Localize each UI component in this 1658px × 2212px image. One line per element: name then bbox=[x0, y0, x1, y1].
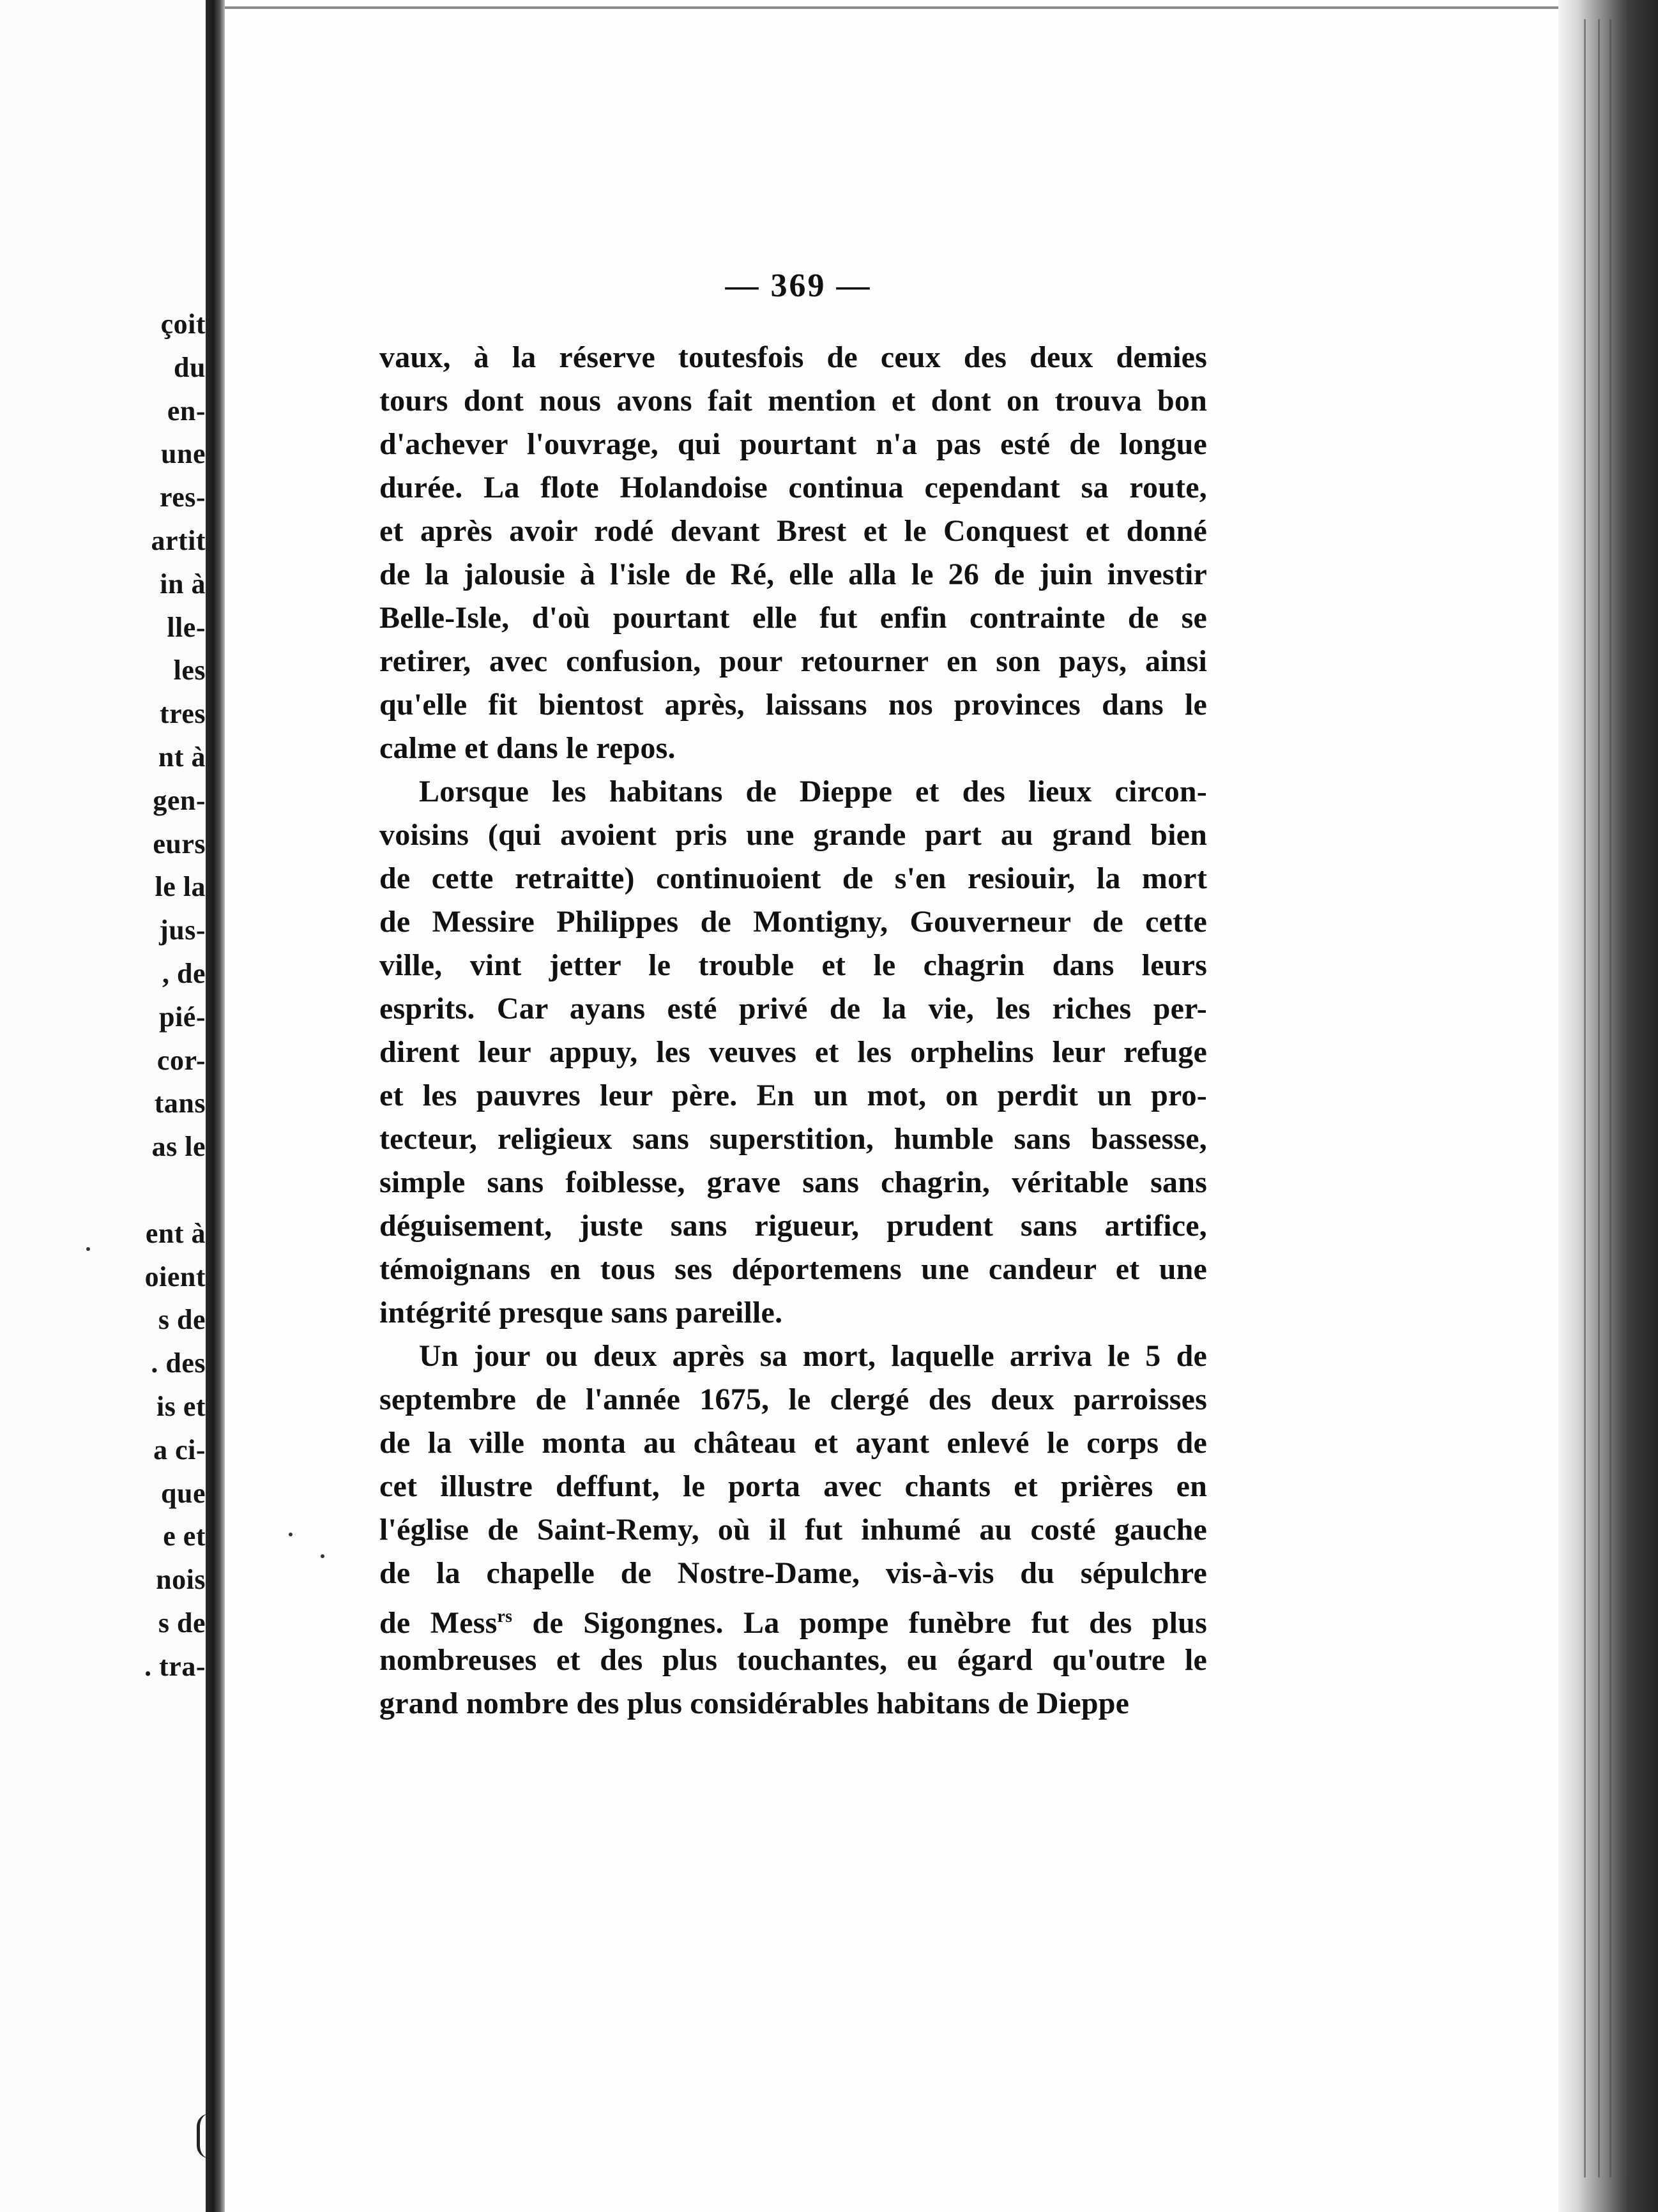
left-page-text-fragment: jus- bbox=[159, 914, 206, 946]
left-page-text-fragment: oient bbox=[144, 1261, 206, 1292]
left-page-text-fragment: nt à bbox=[158, 741, 206, 773]
ink-speck bbox=[86, 1247, 90, 1251]
page-edge-shadow bbox=[1558, 0, 1658, 2212]
left-page-text-fragment: s de bbox=[158, 1304, 206, 1336]
left-page-text-fragment: is et bbox=[156, 1391, 206, 1422]
text-line: de cette retraitte) continuoient de s'en resiouir, la mort bbox=[379, 861, 1207, 895]
text-line: de la jalousie à l'isle de Ré, elle alla le 26 de juin investir bbox=[379, 557, 1207, 591]
left-page-text-fragment: e et bbox=[163, 1520, 206, 1552]
text-line: témoignans en tous ses déportemens une candeur et une bbox=[379, 1252, 1207, 1286]
left-page-text-fragment: pié- bbox=[159, 1001, 206, 1033]
text-line: et les pauvres leur père. En un mot, on perdit un pro- bbox=[379, 1079, 1207, 1112]
text-line: cet illustre deffunt, le porta avec chants et prières en bbox=[379, 1469, 1207, 1503]
left-page-text-fragment: çoit bbox=[160, 308, 206, 340]
left-page-text-fragment: ent à bbox=[145, 1217, 206, 1249]
text-line: déguisement, juste sans rigueur, prudent sans artifice, bbox=[379, 1209, 1207, 1243]
left-page-text-fragment: du bbox=[174, 351, 206, 383]
text-line: de la chapelle de Nostre-Dame, vis-à-vis du sépulchre bbox=[379, 1556, 1207, 1590]
left-page-text-fragment: nois bbox=[156, 1564, 206, 1596]
text-line: calme et dans le repos. bbox=[379, 731, 676, 765]
text-line: voisins (qui avoient pris une grande part au grand bien bbox=[379, 818, 1207, 852]
left-page-text-fragment: les bbox=[173, 655, 206, 686]
ink-speck bbox=[321, 1554, 324, 1558]
body-text bbox=[379, 336, 1207, 1725]
left-page-text-fragment: en- bbox=[167, 395, 206, 427]
text-line: de la ville monta au château et ayant enlevé le corps de bbox=[379, 1426, 1207, 1460]
text-line: d'achever l'ouvrage, qui pourtant n'a pas esté de longue bbox=[379, 427, 1207, 461]
text-line: esprits. Car ayans esté privé de la vie, les riches per- bbox=[379, 992, 1207, 1026]
gutter-mark bbox=[197, 2114, 217, 2158]
text-line: intégrité presque sans pareille. bbox=[379, 1296, 783, 1329]
left-page-text-fragment: res- bbox=[159, 481, 206, 513]
text-line: Lorsque les habitans de Dieppe et des lieux circon- bbox=[419, 775, 1207, 808]
text-line: l'église de Saint-Remy, où il fut inhumé au costé gauche bbox=[379, 1513, 1207, 1547]
text-line: nombreuses et des plus touchantes, eu égard qu'outre le bbox=[379, 1643, 1207, 1677]
left-page-fragment bbox=[0, 0, 206, 2212]
left-page-text-fragment: as le bbox=[151, 1131, 206, 1163]
page-number: — 369 — bbox=[725, 268, 872, 304]
text-line: vaux, à la réserve toutesfois de ceux des deux demies bbox=[379, 340, 1207, 374]
left-page-text-fragment: cor- bbox=[156, 1044, 206, 1076]
left-page-text-fragment: in à bbox=[160, 568, 206, 600]
left-page-text-fragment: que bbox=[161, 1477, 206, 1509]
left-page-text-fragment: le la bbox=[155, 871, 206, 903]
left-page-text-fragment: lle- bbox=[167, 611, 206, 643]
text-line: dirent leur appuy, les veuves et les orphelins leur refuge bbox=[379, 1035, 1207, 1069]
text-line: simple sans foiblesse, grave sans chagrin, véritable sans bbox=[379, 1165, 1207, 1199]
text-line: retirer, avec confusion, pour retourner en son pays, ainsi bbox=[379, 644, 1207, 678]
text-line: grand nombre des plus considérables habitans de Dieppe bbox=[379, 1686, 1130, 1720]
left-page-text-fragment: gen- bbox=[153, 784, 206, 816]
left-page-text-fragment: eurs bbox=[153, 828, 206, 860]
text-line: tours dont nous avons fait mention et dont on trouva bon bbox=[379, 384, 1207, 418]
text-line: Belle-Isle, d'où pourtant elle fut enfin contrainte de se bbox=[379, 601, 1207, 635]
left-page-text-fragment: tans bbox=[154, 1087, 206, 1119]
text-line: et après avoir rodé devant Brest et le Conquest et donné bbox=[379, 514, 1207, 548]
left-page-text-fragment: . tra- bbox=[144, 1650, 206, 1682]
ink-speck bbox=[289, 1533, 293, 1536]
text-line: de Messire Philippes de Montigny, Gouverneur de cette bbox=[379, 905, 1207, 939]
left-page-text-fragment: une bbox=[161, 438, 206, 470]
left-page-text-fragment: s de bbox=[158, 1607, 206, 1639]
left-page-text-fragment: . des bbox=[151, 1347, 206, 1379]
text-line: septembre de l'année 1675, le clergé des deux parroisses bbox=[379, 1382, 1207, 1416]
text-line: tecteur, religieux sans superstition, humble sans bassesse, bbox=[379, 1122, 1207, 1156]
left-page-text-fragment: a ci- bbox=[153, 1434, 206, 1466]
text-line: durée. La flote Holandoise continua cependant sa route, bbox=[379, 471, 1207, 504]
book-gutter bbox=[206, 0, 225, 2212]
left-page-text-fragment: artit bbox=[151, 525, 206, 556]
text-line: Un jour ou deux après sa mort, laquelle arriva le 5 de bbox=[419, 1339, 1207, 1373]
text-line: de Mess$^{rs}$ de Sigongnes. La pompe funèbre fut des plus bbox=[379, 1606, 1207, 1640]
text-line: ville, vint jetter le trouble et le chagrin dans leurs bbox=[379, 948, 1207, 982]
left-page-text-fragment: tres bbox=[159, 698, 206, 730]
left-page-text-fragment: , de bbox=[162, 958, 206, 989]
text-line: qu'elle fit bientost après, laissans nos provinces dans le bbox=[379, 688, 1207, 722]
